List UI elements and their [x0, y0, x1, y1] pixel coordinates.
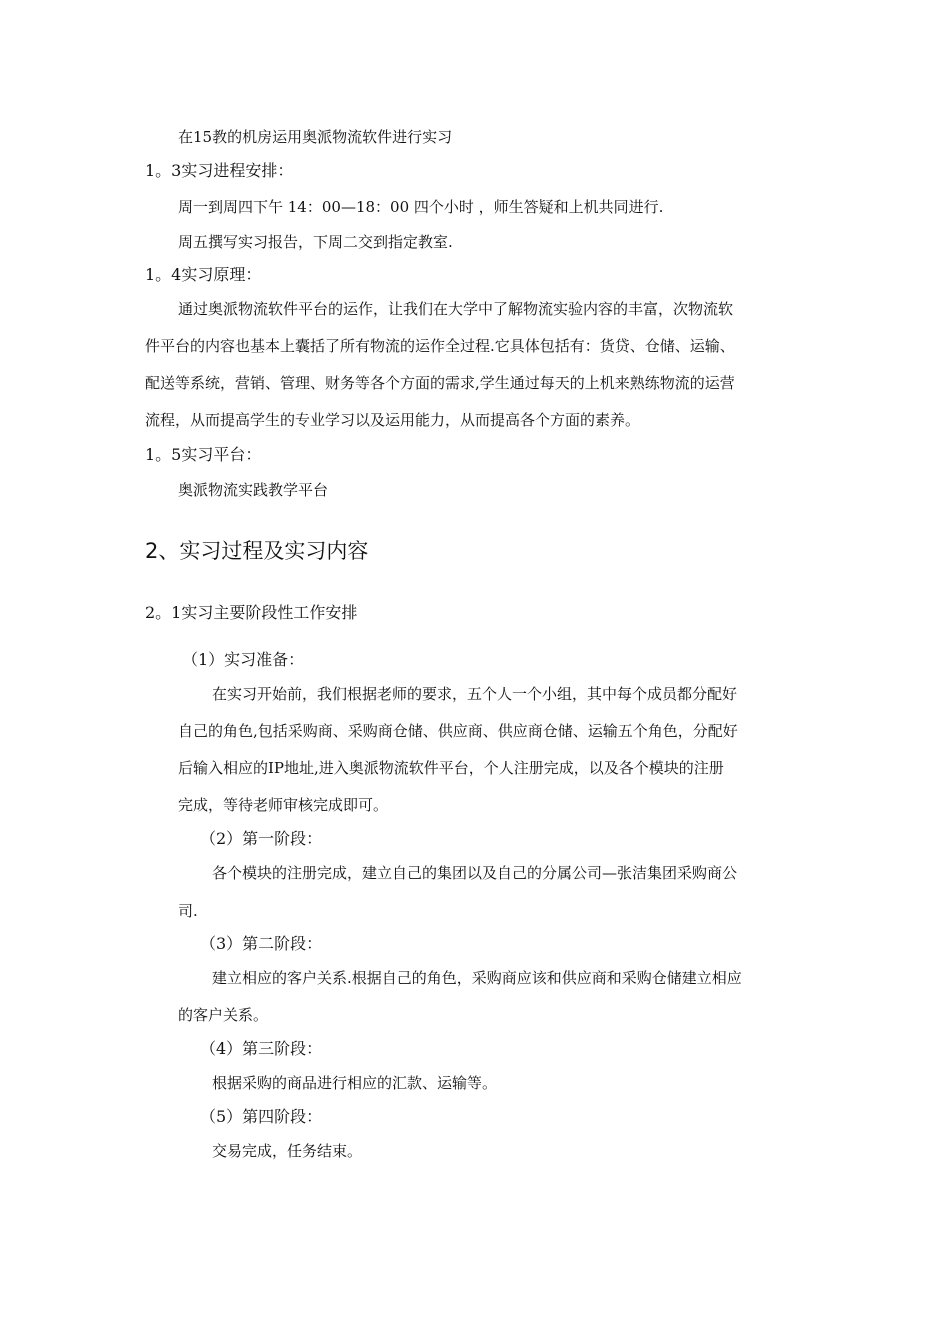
location-paragraph: 在15教的机房运用奥派物流软件进行实习 [178, 128, 453, 146]
stage-1-heading: （2）第一阶段： [200, 829, 323, 848]
schedule-line-1: 周一到周四下午 14：00—18：00 四个小时 ，师生答疑和上机共同进行. [178, 198, 664, 216]
section-2-heading: 2、实习过程及实习内容 [145, 539, 369, 563]
section-1-4-heading: 1。4实习原理： [145, 265, 262, 284]
prep-heading: （1）实习准备： [182, 650, 305, 669]
stage-4-paragraph: 交易完成，任务结束。 [212, 1142, 363, 1160]
stage-1-line: 司. [178, 902, 198, 920]
prep-line: 后输入相应的IP地址,进入奥派物流软件平台，个人注册完成，以及各个模块的注册 [178, 759, 724, 777]
section-1-5-heading: 1。5实习平台： [145, 445, 262, 464]
platform-paragraph: 奥派物流实践教学平台 [178, 481, 329, 499]
section-2-1-heading: 2。1实习主要阶段性工作安排 [145, 603, 358, 622]
stage-3-heading: （4）第三阶段： [200, 1039, 323, 1058]
schedule-line-2: 周五撰写实习报告，下周二交到指定教室. [178, 233, 453, 251]
prep-line: 完成，等待老师审核完成即可。 [178, 796, 389, 814]
stage-2-line: 建立相应的客户关系.根据自己的角色，采购商应该和供应商和采购仓储建立相应 [212, 969, 742, 987]
stage-2-line: 的客户关系。 [178, 1006, 269, 1024]
principle-line: 配送等系统，营销、管理、财务等各个方面的需求,学生通过每天的上机来熟练物流的运营 [145, 374, 735, 392]
section-1-3-heading: 1。3实习进程安排： [145, 161, 294, 180]
stage-3-paragraph: 根据采购的商品进行相应的汇款、运输等。 [212, 1074, 498, 1092]
principle-line: 通过奥派物流软件平台的运作，让我们在大学中了解物流实验内容的丰富，次物流软 [178, 300, 734, 318]
principle-line: 流程，从而提高学生的专业学习以及运用能力，从而提高各个方面的素养。 [145, 411, 641, 429]
principle-line: 件平台的内容也基本上囊括了所有物流的运作全过程.它具体包括有：货贷、仓储、运输、 [145, 337, 735, 355]
stage-2-heading: （3）第二阶段： [200, 934, 323, 953]
stage-4-heading: （5）第四阶段： [200, 1107, 323, 1126]
prep-line: 在实习开始前，我们根据老师的要求，五个人一个小组，其中每个成员都分配好 [212, 685, 738, 703]
prep-line: 自己的角色,包括采购商、采购商仓储、供应商、供应商仓储、运输五个角色，分配好 [178, 722, 738, 740]
stage-1-line: 各个模块的注册完成，建立自己的集团以及自己的分属公司—张洁集团采购商公 [212, 864, 738, 882]
